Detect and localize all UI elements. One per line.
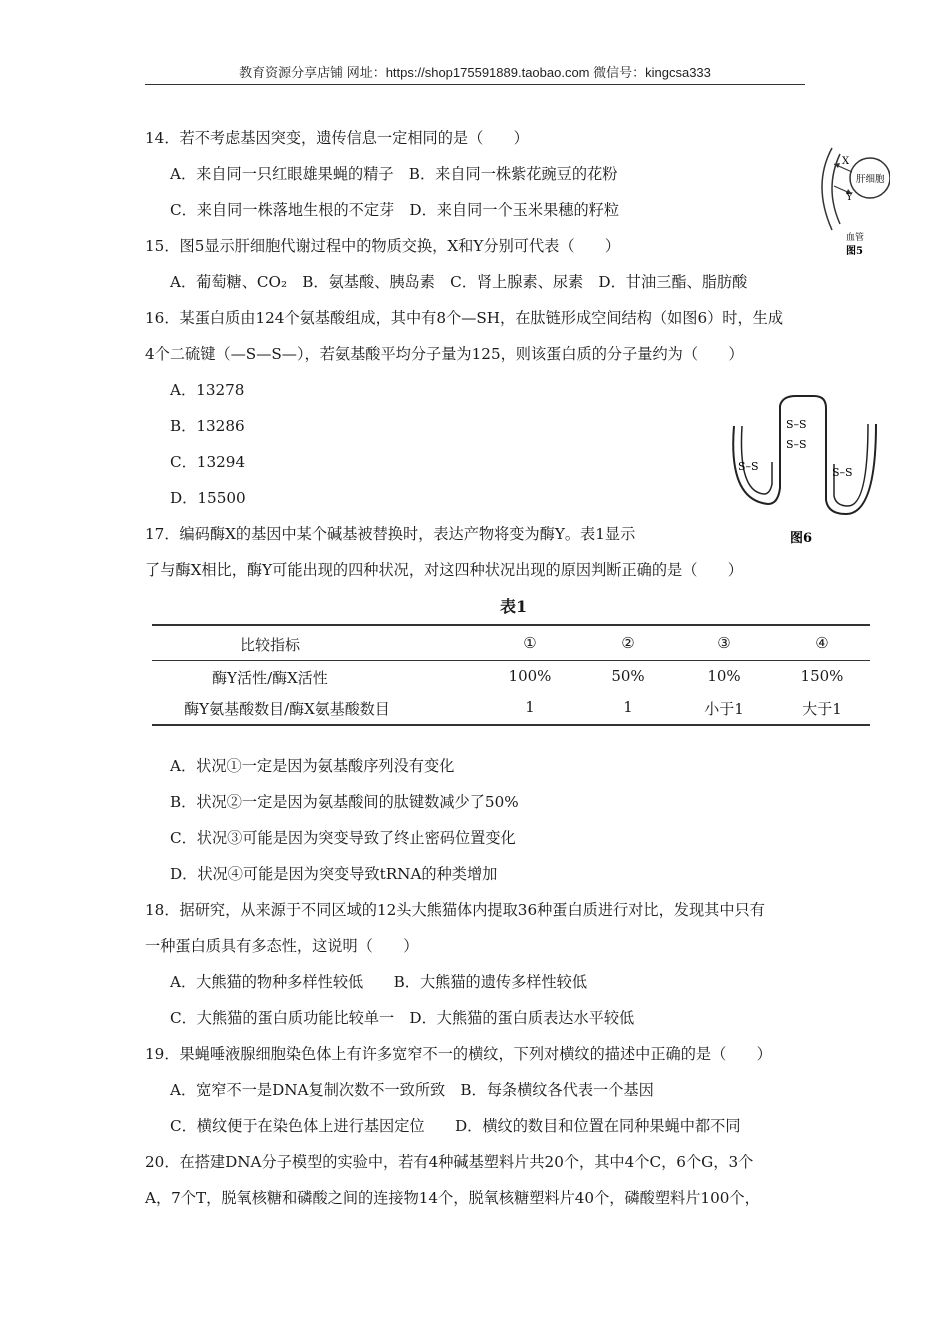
q16-option-d: D．15500 <box>170 489 246 507</box>
table-header-cell: 比较指标 <box>239 636 300 654</box>
table-cell: 酶Y活性/酶X活性 <box>212 669 328 687</box>
table-cell: 小于1 <box>704 700 744 718</box>
ss-bond-3: S–S <box>738 460 759 473</box>
q19-options-cd: C．横纹便于在染色体上进行基因定位 D．横纹的数目和位置在同种果蝇中都不同 <box>170 1117 741 1135</box>
table-header-cell: ④ <box>815 634 829 652</box>
q15-stem: 15．图5显示肝细胞代谢过程中的物质交换，X和Y分别可代表（ ） <box>145 237 621 255</box>
table-header-cell: ② <box>621 634 635 652</box>
q19-options-ab: A．宽窄不一是DNA复制次数不一致所致 B．每条横纹各代表一个基因 <box>170 1081 654 1099</box>
label-y: Y <box>846 192 853 203</box>
peptide-chain-outer <box>733 396 876 514</box>
ss-bond-4: S–S <box>832 466 853 479</box>
q19-stem: 19．果蝇唾液腺细胞染色体上有许多宽窄不一的横纹，下列对横纹的描述中正确的是（ ） <box>145 1045 772 1063</box>
q17-option-c: C．状况③可能是因为突变导致了终止密码位置变化 <box>170 829 516 847</box>
figure-6-disulfide-bond-diagram <box>720 392 890 552</box>
ss-bond-2: S–S <box>786 438 807 451</box>
table-rule-bottom <box>152 724 870 726</box>
figure-5-liver-cell-diagram <box>810 140 890 258</box>
q16-option-b: B．13286 <box>170 417 245 435</box>
vessel-wall-outer <box>822 148 832 230</box>
page-header: 教育资源分享店铺 网址：https://shop175591889.taobao.com 微信号：kingcsa333 <box>239 65 711 80</box>
label-liver-cell: 肝细胞 <box>856 174 885 185</box>
table-cell: 150% <box>800 667 844 685</box>
ss-bond-1: S–S <box>786 418 807 431</box>
q16-option-c: C．13294 <box>170 453 246 471</box>
q15-options: A．葡萄糖、CO₂ B．氨基酸、胰岛素 C．肾上腺素、尿素 D．甘油三酯、脂肪酸 <box>170 273 748 291</box>
q18-options-cd: C．大熊猫的蛋白质功能比较单一 D．大熊猫的蛋白质表达水平较低 <box>170 1009 635 1027</box>
peptide-chain-right-inner <box>834 424 868 506</box>
q14-stem: 14．若不考虑基因突变，遗传信息一定相同的是（ ） <box>145 129 529 147</box>
table-cell: 50% <box>611 667 645 685</box>
table-header-cell: ① <box>523 634 537 652</box>
figure-5-caption: 图5 <box>846 246 863 257</box>
figure-6-caption: 图6 <box>790 531 813 546</box>
q17-stem-line1: 17．编码酶X的基因中某个碱基被替换时，表达产物将变为酶Y。表1显示 <box>145 525 636 543</box>
q17-option-a: A．状况①一定是因为氨基酸序列没有变化 <box>170 757 455 775</box>
q20-stem-line2: A，7个T，脱氧核糖和磷酸之间的连接物14个，脱氧核糖塑料片40个，磷酸塑料片100个， <box>145 1189 760 1207</box>
q20-stem-line1: 20．在搭建DNA分子模型的实验中，若有4种碱基塑料片共20个，其中4个C，6个G，3个 <box>145 1153 754 1171</box>
q17-option-d: D．状况④可能是因为突变导致tRNA的种类增加 <box>170 865 498 883</box>
table-cell: 1 <box>623 698 633 716</box>
table-rule-top <box>152 624 870 626</box>
q17-option-b: B．状况②一定是因为氨基酸间的肽键数减少了50% <box>170 793 519 811</box>
q18-stem-line2: 一种蛋白质具有多态性，这说明（ ） <box>145 937 419 955</box>
table-cell: 100% <box>508 667 552 685</box>
table-cell: 大于1 <box>802 700 842 718</box>
q18-options-ab: A．大熊猫的物种多样性较低 B．大熊猫的遗传多样性较低 <box>170 973 588 991</box>
header-divider <box>145 84 805 85</box>
table-rule-header <box>152 660 870 661</box>
table-cell: 10% <box>707 667 741 685</box>
q16-stem-line2: 4个二硫键（—S—S—），若氨基酸平均分子量为125，则该蛋白质的分子量约为（ ） <box>145 345 744 363</box>
q14-options-ab: A．来自同一只红眼雄果蝇的精子 B．来自同一株紫花豌豆的花粉 <box>170 165 618 183</box>
q16-option-a: A．13278 <box>170 381 245 399</box>
table-cell: 1 <box>525 698 535 716</box>
q14-options-cd: C．来自同一株落地生根的不定芽 D．来自同一个玉米果穗的籽粒 <box>170 201 620 219</box>
label-vessel: 血管 <box>846 233 865 243</box>
label-x: X <box>842 156 850 167</box>
q18-stem-line1: 18．据研究，从来源于不同区域的12头大熊猫体内提取36种蛋白质进行对比，发现其中只有 <box>145 901 765 919</box>
table-cell: 酶Y氨基酸数目/酶X氨基酸数目 <box>184 700 390 718</box>
q16-stem-line1: 16．某蛋白质由124个氨基酸组成，其中有8个—SH，在肽链形成空间结构（如图6）时，生成 <box>145 309 784 327</box>
q17-stem-line2: 了与酶X相比，酶Y可能出现的四种状况，对这四种状况出现的原因判断正确的是（ ） <box>145 561 743 579</box>
table-header-cell: ③ <box>717 634 731 652</box>
table-1-title: 表1 <box>500 597 528 616</box>
